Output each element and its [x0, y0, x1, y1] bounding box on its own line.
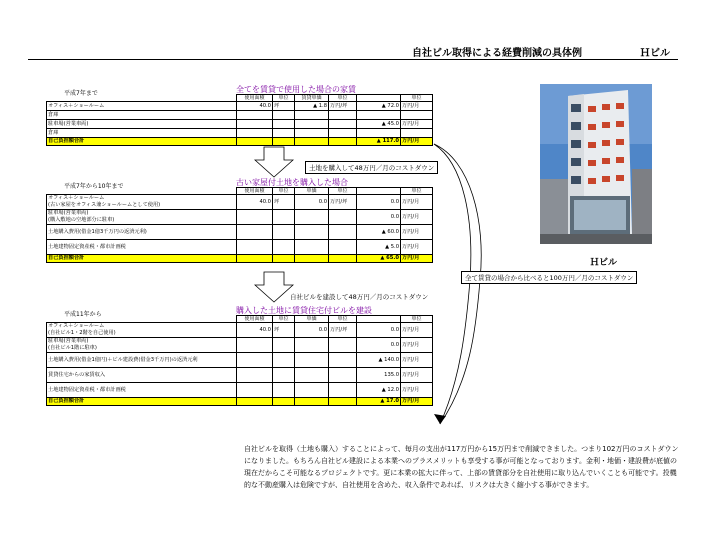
table-header-row — [47, 188, 433, 195]
price-cell: 0.0 — [295, 323, 329, 338]
table-row — [47, 353, 433, 368]
total-unit: 万円/月 — [401, 138, 433, 146]
building-photo — [540, 84, 652, 244]
area-cell: 40.0 — [237, 102, 273, 111]
building-photo-caption: Ｈビル — [590, 258, 618, 268]
header-cell: 単位 — [401, 95, 433, 102]
amount-unit-cell: 万円/月 — [401, 353, 433, 368]
curved-brace-arrow-icon — [430, 140, 500, 430]
table-row — [47, 111, 433, 120]
amount-unit-cell: 万円/月 — [401, 102, 433, 111]
total-amount: ▲ 117.0 — [357, 138, 401, 146]
table-row — [47, 240, 433, 255]
table-row — [47, 120, 433, 129]
price-unit-cell: 万円/坪 — [329, 323, 357, 338]
callout-land-purchase: 土地を購入して48万円／月のコストダウン — [305, 161, 438, 174]
total-label: 自己負担額合計 — [47, 398, 237, 406]
down-arrow-icon — [254, 146, 294, 178]
total-unit: 万円/月 — [401, 255, 433, 263]
unit-cell: 坪 — [273, 195, 295, 210]
callout-total-savings: 全て賃貸の場合から比べると100万円／月のコストダウン — [461, 271, 637, 284]
building-name-label: Ｈビル — [640, 48, 670, 59]
section1-title: 全てを賃貸で使用した場合の家賃 — [236, 85, 356, 94]
area-cell: 40.0 — [237, 195, 273, 210]
header-cell: 単位 — [401, 316, 433, 323]
amount-cell: 135.0 — [357, 368, 401, 383]
summary-paragraph: 自社ビルを取得（土地も購入）することによって、毎月の支出が117万円から15万円まで削減できました。つまり102万円のコストダウンになりました。もちろん自社ビル建設による本業へのプラスメリットも享受する事が可能となっております。金利・地価・建設費が底値の現在だからこそ可能なるプロジェクトです。更に本業の拡大に伴って、上部の賃貸部分を自社使用に取り込んでいくことも可能です。投機的な不動産購入は危険ですが、自社使用を含めた、収入条件であれば、リスクは大きく縮小する事ができます。 — [244, 445, 679, 489]
price-unit-cell: 万円/坪 — [329, 195, 357, 210]
amount-cell: ▲ 5.0 — [357, 240, 401, 255]
row-sublabel: (自社ビル1・2階を自己使用) — [48, 330, 116, 336]
amount-cell: 0.0 — [357, 210, 401, 225]
header-cell: 単価 — [295, 188, 329, 195]
unit-cell: 坪 — [273, 323, 295, 338]
area-cell: 40.0 — [237, 323, 273, 338]
header-cell — [357, 188, 401, 195]
row-label: 倉庫 — [47, 111, 237, 120]
row-label: 駐車場(営業車両) — [48, 338, 89, 344]
section3-title: 購入した土地に賃貸住宅付ビルを建設 — [236, 306, 372, 315]
total-row — [47, 255, 433, 263]
header-cell — [357, 316, 401, 323]
table-row — [47, 195, 433, 210]
total-label: 自己負担額合計 — [47, 138, 237, 146]
section3-table — [46, 315, 433, 406]
table-row — [47, 383, 433, 398]
header-rule — [28, 59, 678, 60]
row-sublabel: (古い家屋をオフィス兼ショールームとして使用) — [48, 202, 161, 208]
row-label: 賃貸住宅からの家賃収入 — [47, 368, 237, 383]
table-row — [47, 102, 433, 111]
section3-period: 平成11年から — [64, 311, 102, 318]
amount-cell: ▲ 72.0 — [357, 102, 401, 111]
amount-cell: ▲ 140.0 — [357, 353, 401, 368]
row-label: 駐車場(営業車両) — [47, 120, 237, 129]
table-row — [47, 129, 433, 138]
amount-unit-cell: 万円/月 — [401, 383, 433, 398]
row-label-cell — [47, 210, 237, 225]
header-cell: 単位 — [401, 188, 433, 195]
section2-table — [46, 187, 433, 263]
amount-cell: ▲ 60.0 — [357, 225, 401, 240]
down-arrow-icon — [254, 271, 294, 303]
row-label-cell — [47, 338, 237, 353]
header-cell: 単位 — [329, 188, 357, 195]
total-row — [47, 398, 433, 406]
unit-cell: 坪 — [273, 102, 295, 111]
header-cell: 単位 — [273, 316, 295, 323]
amount-unit-cell: 万円/月 — [401, 195, 433, 210]
header-cell: 単位 — [329, 95, 357, 102]
amount-unit-cell: 万円/月 — [401, 323, 433, 338]
header-cell: 単位 — [329, 316, 357, 323]
amount-unit-cell: 万円/月 — [401, 210, 433, 225]
total-amount: ▲ 17.0 — [357, 398, 401, 406]
row-label: オフィス＋ショールーム — [48, 323, 105, 329]
total-label: 自己負担額合計 — [47, 255, 237, 263]
section2-period: 平成7年から10年まで — [64, 183, 124, 190]
section1-table — [46, 94, 433, 146]
row-sublabel: (自社ビル1階に駐車) — [48, 345, 97, 351]
price-cell: 0.0 — [295, 195, 329, 210]
amount-cell: 0.0 — [357, 323, 401, 338]
table-row — [47, 368, 433, 383]
header-cell: 単位 — [273, 95, 295, 102]
row-label: 土地建物固定資産税・都市計画税 — [47, 383, 237, 398]
amount-cell: 0.0 — [357, 338, 401, 353]
amount-unit-cell: 万円/月 — [401, 120, 433, 129]
section2-title: 古い家屋付土地を購入した場合 — [236, 178, 348, 187]
table-row — [47, 323, 433, 338]
header-cell — [357, 95, 401, 102]
callout-building-construction: 自社ビルを建設して48万円／月のコストダウン — [290, 293, 429, 301]
section1-period: 平成7年まで — [64, 90, 98, 97]
table-row — [47, 338, 433, 353]
amount-unit-cell: 万円/月 — [401, 368, 433, 383]
row-label: オフィス＋ショールーム — [47, 102, 237, 111]
row-sublabel: (購入敷地の空地部分に駐車) — [48, 217, 115, 223]
table-row — [47, 210, 433, 225]
row-label: 土地購入費用(借金1億円)＋ビル建設費(借金3千万円)の返済元利 — [47, 353, 237, 368]
page-title: 自社ビル取得による経費削減の具体例 — [412, 48, 582, 59]
total-unit: 万円/月 — [401, 398, 433, 406]
header-cell: 単価 — [295, 316, 329, 323]
row-label-cell — [47, 195, 237, 210]
total-row — [47, 138, 433, 146]
header-cell: 使用面積 — [237, 316, 273, 323]
row-label: オフィス＋ショールーム — [48, 195, 105, 201]
row-label: 倉庫 — [47, 129, 237, 138]
table-header-row — [47, 95, 433, 102]
header-cell: 単位 — [273, 188, 295, 195]
amount-cell: 0.0 — [357, 195, 401, 210]
table-row — [47, 225, 433, 240]
row-label: 土地建物固定資産税・都市計画税 — [47, 240, 237, 255]
amount-cell: ▲ 45.0 — [357, 120, 401, 129]
row-label: 駐車場(営業車両) — [48, 210, 89, 216]
table-header-row — [47, 316, 433, 323]
total-amount: ▲ 65.0 — [357, 255, 401, 263]
amount-unit-cell: 万円/月 — [401, 240, 433, 255]
header-cell: 使用面積 — [237, 188, 273, 195]
amount-cell: ▲ 12.0 — [357, 383, 401, 398]
price-unit-cell: 万円/坪 — [329, 102, 357, 111]
amount-unit-cell: 万円/月 — [401, 225, 433, 240]
row-label-cell — [47, 323, 237, 338]
header-cell: 賃貸単価 — [295, 95, 329, 102]
header-cell: 使用面積 — [237, 95, 273, 102]
price-cell: ▲ 1.8 — [295, 102, 329, 111]
row-label: 土地購入費用(借金1億3千万円の返済元利) — [47, 225, 237, 240]
amount-unit-cell: 万円/月 — [401, 338, 433, 353]
